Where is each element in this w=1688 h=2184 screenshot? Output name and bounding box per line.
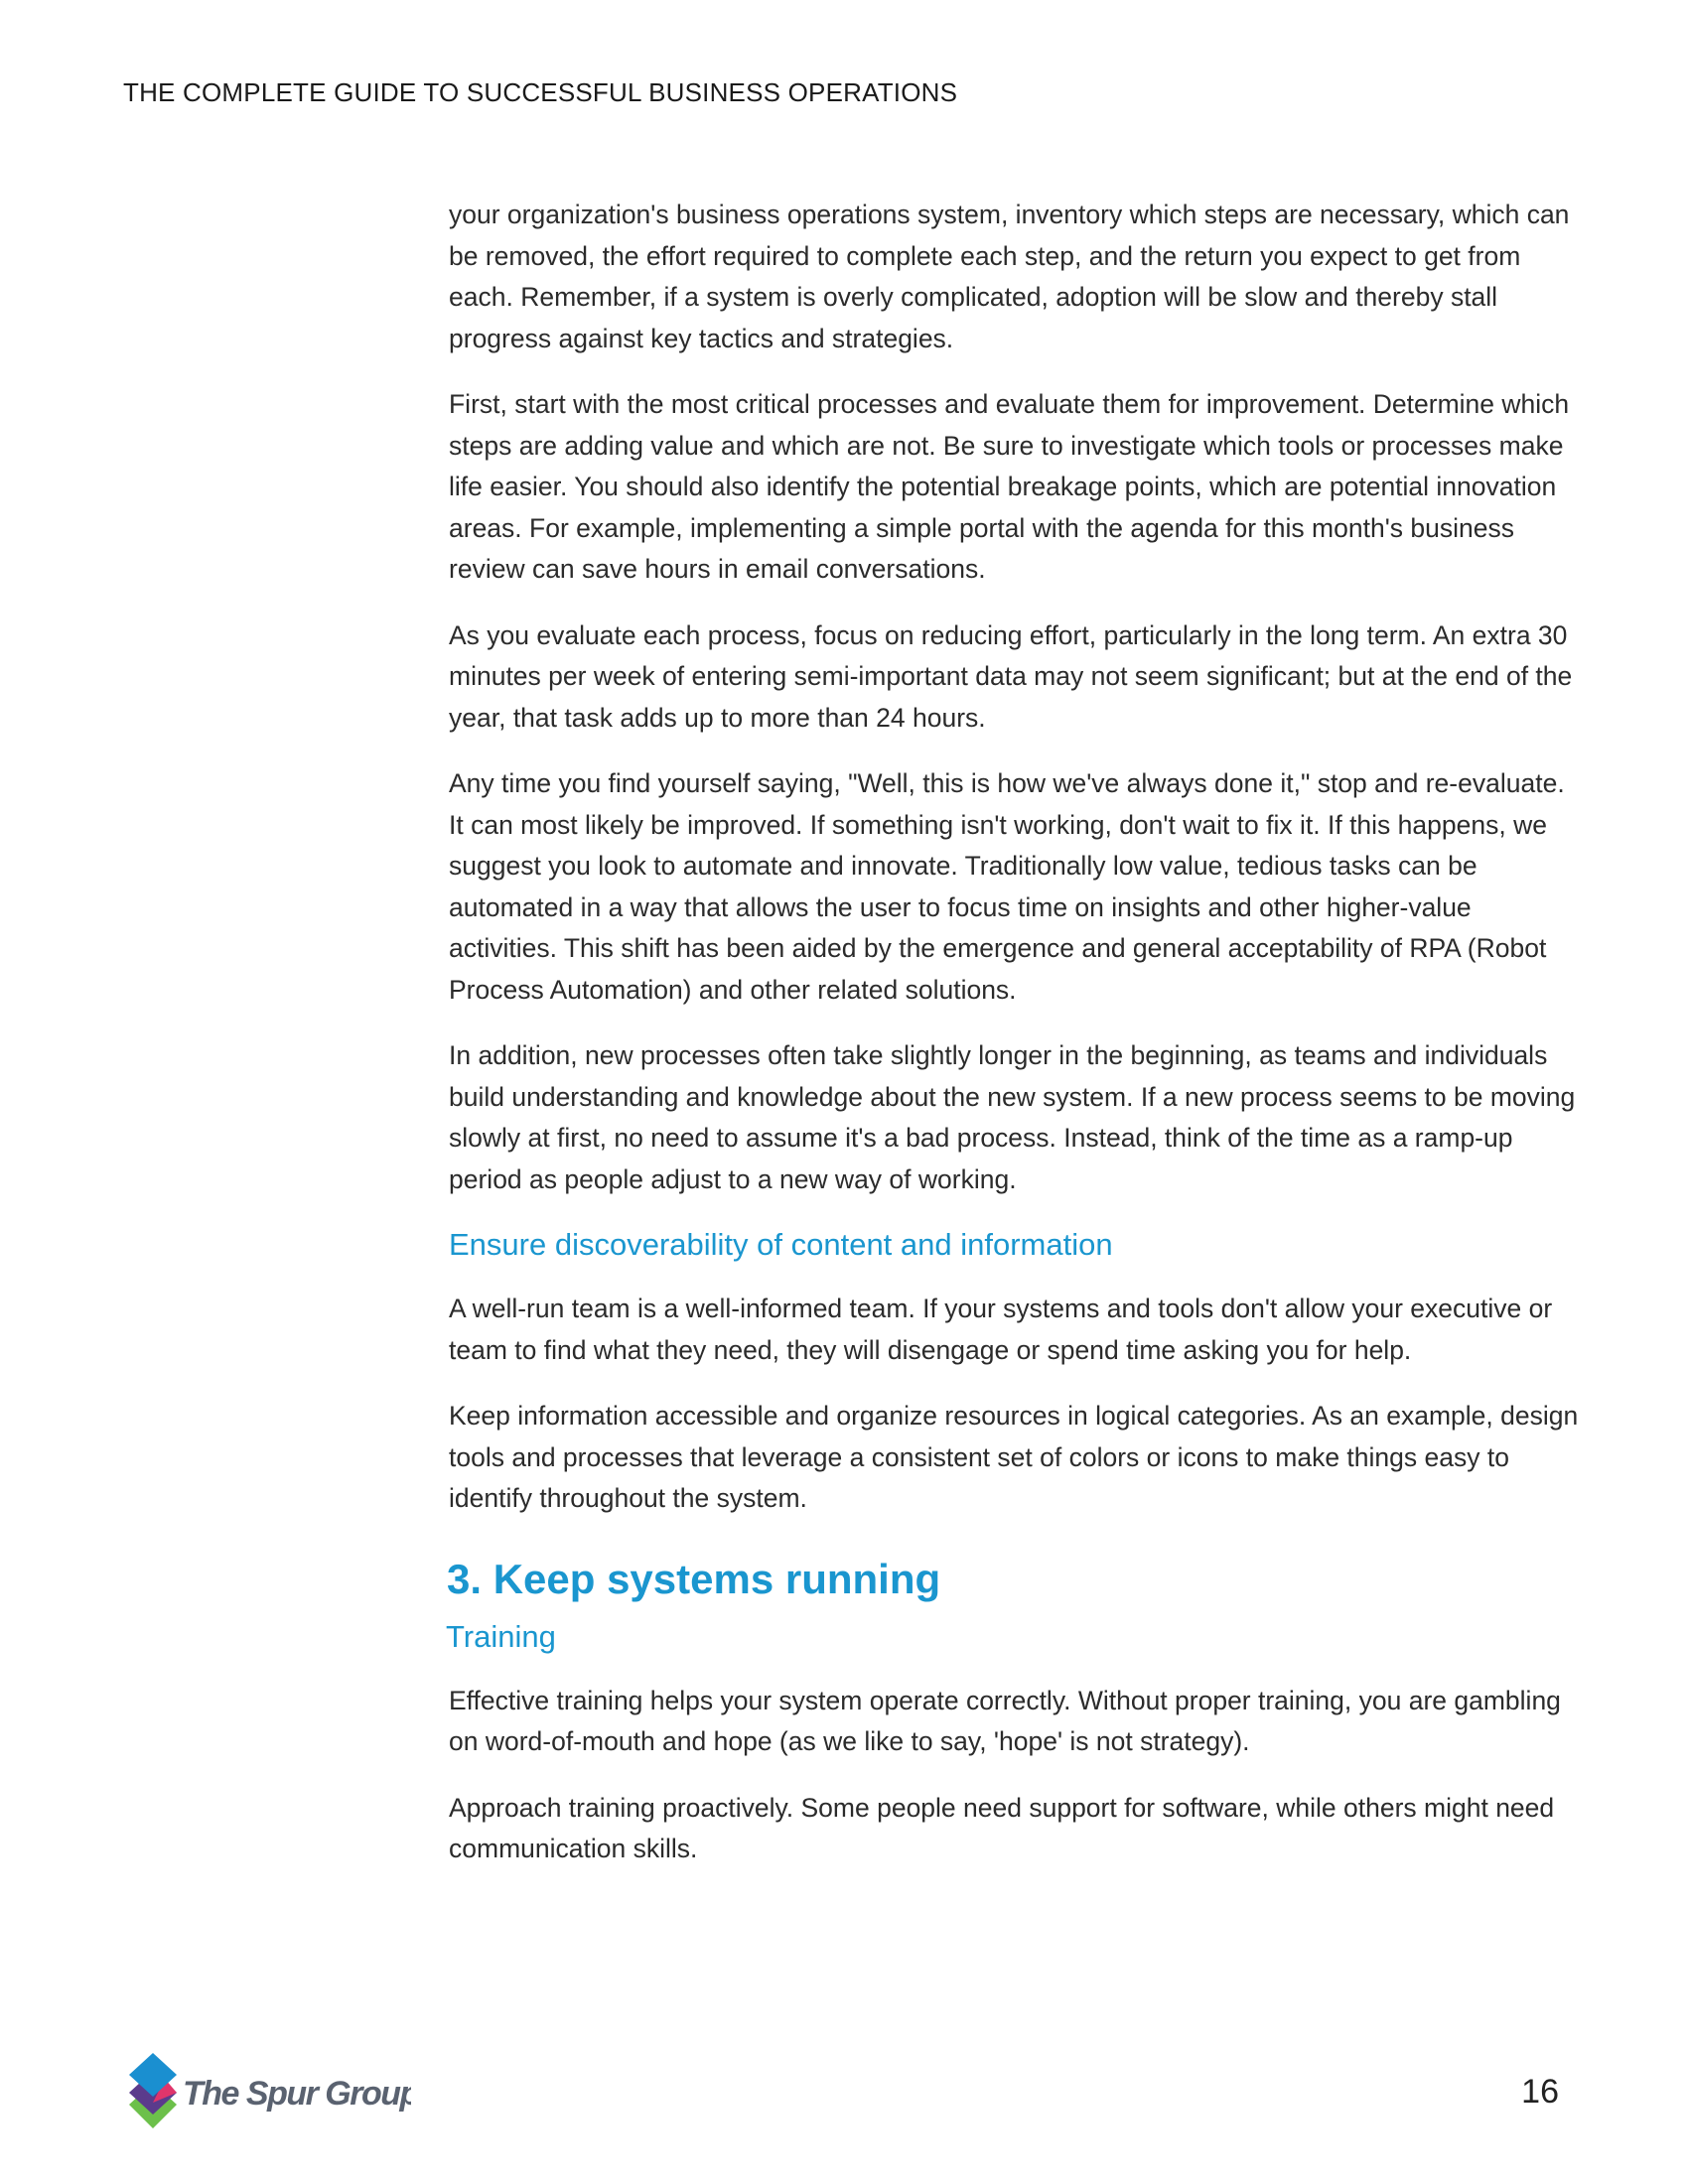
section-title: 3. Keep systems running	[447, 1555, 941, 1602]
company-logo	[123, 2047, 411, 2138]
main-content	[446, 195, 1581, 1895]
logo-text: The Spur Group	[183, 2075, 411, 2113]
subheading-training: Training	[446, 1618, 556, 1654]
running-header-title: THE COMPLETE GUIDE TO SUCCESSFUL BUSINESS OPERATIONS	[123, 77, 958, 107]
body-paragraph: In addition, new processes often take slightly longer in the beginning, as teams and individuals build understanding and knowledge about the new system. If a new process seems to be moving slowly at first, no need to assume it's a bad process. Instead, think of the time as a ramp-up period as people adjust to a new way of working.	[449, 1040, 1576, 1194]
body-paragraph: Approach training proactively. Some people need support for software, while others might need communication skills.	[449, 1792, 1555, 1863]
body-paragraph: Any time you find yourself saying, "Well, this is how we've always done it," stop and re-evaluate. It can most likely be improved. If something isn't working, don't wait to fix it. If this happens, we suggest you look to automate and innovate. Traditionally low value, tedious tasks can be automated in a way that allows the user to focus time on insights and other higher-value activities. This shift has been aided by the emergence and general acceptability of RPA (Robot Process Automation) and other related solutions.	[449, 768, 1565, 1005]
body-paragraph: As you evaluate each process, focus on reducing effort, particularly in the long term. An extra 30 minutes per week of entering semi-important data may not seem significant; but at the end of the year, that task adds up to more than 24 hours.	[449, 619, 1573, 733]
body-paragraph: your organization's business operations system, inventory which steps are necessary, which can be removed, the effort required to complete each step, and the return you expect to get from each. Remember, if a system is overly complicated, adoption will be slow and thereby stall progress against key tactics and strategies.	[449, 200, 1570, 353]
page-number: 16	[1521, 2073, 1559, 2111]
spur-group-logo-icon	[123, 2047, 411, 2138]
body-paragraph: Effective training helps your system operate correctly. Without proper training, you are gambling on word-of-mouth and hope (as we like to say, 'hope' is not strategy).	[449, 1685, 1561, 1756]
body-paragraph: First, start with the most critical processes and evaluate them for improvement. Determine which steps are adding value and which are not. Be sure to investigate which tools or processes make life easier. You should also identify the potential breakage points, which are potential innovation areas. For example, implementing a simple portal with the agenda for this month's business review can save hours in email conversations.	[449, 389, 1570, 584]
subheading-discoverability: Ensure discoverability of content and information	[449, 1227, 1113, 1262]
body-paragraph: Keep information accessible and organize resources in logical categories. As an example, design tools and processes that leverage a consistent set of colors or icons to make things easy to identify throughout the system.	[449, 1401, 1579, 1513]
body-paragraph: A well-run team is a well-informed team. If your systems and tools don't allow your executive or team to find what they need, they will disengage or spend time asking you for help.	[449, 1294, 1553, 1365]
